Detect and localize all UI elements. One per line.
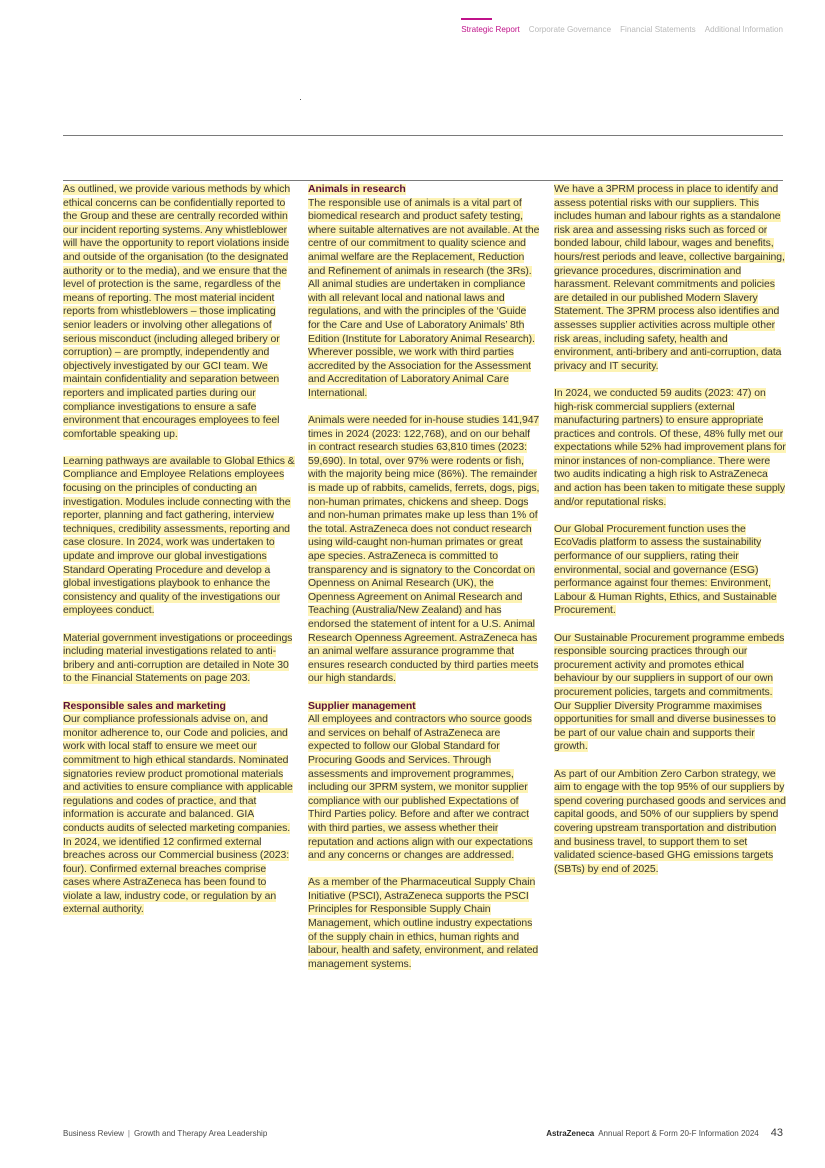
paragraph xyxy=(63,183,295,441)
text-column-3 xyxy=(554,183,786,890)
paragraph xyxy=(554,523,786,618)
nav-corporate-governance[interactable]: Corporate Governance xyxy=(528,25,612,34)
nav-financial-statements[interactable]: Financial Statements xyxy=(620,25,696,34)
paragraph-text: Our compliance professionals advise on, and monitor adherence to, our Code and policies, and work with local staff to ensure we meet our commitment to high ethical standards. Nominated signatories review product promotional materials and activities to ensure compliance with applicable regulations and codes of practice, and that information is accurate and balanced. GIA conducts audits of selected marketing companies. In 2024, we identified 12 confirmed external breaches across our Commercial business (2023: four). Confirmed external breaches comprise cases where AstraZeneca has been found to violate a law, industry code, or regulation by an external authority. xyxy=(63,714,293,916)
paragraph xyxy=(554,387,786,509)
paragraph xyxy=(308,414,540,686)
footer-separator: | xyxy=(127,1129,130,1138)
heading-text: Animals in research xyxy=(308,184,406,195)
footer-brand: AstraZeneca xyxy=(546,1129,595,1138)
paragraph xyxy=(63,632,295,686)
text-column-1 xyxy=(63,183,295,931)
paragraph-text: In 2024, we conducted 59 audits (2023: 47) on high-risk commercial suppliers (external manufacturing partners) to ensure appropriate practices and controls. Of these, 48% fully met our expectations while 52% had improvement plans for minor instances of non-compliance. There were two audits indicating a high risk to AstraZeneca and action has been taken to mitigate these supply and/or reputational risks. xyxy=(554,387,786,508)
footer-subsection[interactable]: Growth and Therapy Area Leadership xyxy=(134,1129,268,1138)
paragraph xyxy=(63,713,295,917)
heading-text: Responsible sales and marketing xyxy=(63,700,226,712)
paragraph xyxy=(63,455,295,618)
section-heading xyxy=(308,183,540,197)
paragraph xyxy=(308,713,540,863)
divider-content xyxy=(63,180,783,181)
paragraph-text: We have a 3PRM process in place to identify and assess potential risks with our suppliers. This includes human and labour rights as a standalone risk area and assessing risks such as forced or bonded labour, child labour, wages and benefits, hours/rest periods and leave, collective bargaining, grievance procedures, discrimination and harassment. Relevant commitments and policies are detailed in our published Modern Slavery Statement. The 3PRM process also identifies and assesses supplier activities across multiple other risk areas, including safety, health and environment, anti-bribery and anti-corruption, data privacy and IT security. xyxy=(554,184,785,372)
paragraph-text: As part of our Ambition Zero Carbon strategy, we aim to engage with the top 95% of our suppliers by spend covering purchased goods and services and capital goods, and 50% of our suppliers by spend covering upstream transportation and distribution and business travel, to support them to set validated science-based GHG emissions targets (SBTs) by end of 2025. xyxy=(554,768,786,875)
paragraph-text: Our Global Procurement function uses the EcoVadis platform to assess the sustainability performance of our suppliers, rating their environmental, social and governance (ESG) performance against four themes: Environment, Labour & Human Rights, Ethics, and Sustainable Procurement. xyxy=(554,523,777,617)
heading-text: Supplier management xyxy=(308,700,416,712)
paragraph xyxy=(554,768,786,877)
nav-strategic-report[interactable]: Strategic Report xyxy=(461,25,520,34)
section-heading xyxy=(63,700,295,714)
paragraph-text: As outlined, we provide various methods by which ethical concerns can be confidentially reported to the Group and these are centrally recorded within our incident reporting systems. Any whistleblower will have the opportunity to report violations inside and outside of the organisation (to the designated authority or to the media), and we ensure that the level of protection is the same, regardless of the means of reporting. The most material incident reports from whistleblowers – those implicating senior leaders or involving other allegations of serious misconduct (including alleged bribery or corruption) – are promptly, independently and objectively investigated by our GCI team. We maintain confidentiality and separation between reporters and implicated parties during our compliance investigations to ensure a safe environment that encourages employees to feel comfortable speaking up. xyxy=(63,184,291,440)
paragraph xyxy=(554,183,786,373)
nav-additional-information[interactable]: Additional Information xyxy=(704,25,783,34)
footer-section[interactable]: Business Review xyxy=(63,1129,124,1138)
footer-report-info xyxy=(546,1127,783,1139)
stray-dot xyxy=(300,99,301,100)
top-navigation xyxy=(461,25,783,34)
section-heading xyxy=(308,700,540,714)
paragraph xyxy=(554,632,786,754)
paragraph-text: Material government investigations or proceedings including material investigations related to anti-bribery and anti-corruption are detailed in Note 30 to the Financial Statements on page 203. xyxy=(63,632,293,685)
paragraph-text: The responsible use of animals is a vital part of biomedical research and product safety testing, where suitable alternatives are not available. At the centre of our commitment to quality science and animal welfare are the Replacement, Reduction and Refinement of animals in research (the 3Rs). All animal studies are undertaken in compliance with all relevant local and national laws and regulations, and with the principles of the ‘Guide for the Care and Use of Laboratory Animals’ 8th Edition (Institute for Laboratory Animal Research). Wherever possible, we work with third parties accredited by the Association for the Assessment and Accreditation of Laboratory Animal Care International. xyxy=(308,197,540,399)
divider-top xyxy=(63,135,783,136)
paragraph-text: Learning pathways are available to Global Ethics & Compliance and Employee Relations employees focusing on the principles of conducting an investigation. Modules include connecting with the reporter, planning and fact gathering, interview techniques, credibility assessments, reporting and case closure. In 2024, work was undertaken to update and improve our global investigations Standard Operating Procedure and develop a global investigations playbook to enhance the consistency and quality of the investigations our employees conduct. xyxy=(63,455,295,617)
footer-breadcrumb xyxy=(63,1129,267,1138)
paragraph xyxy=(308,197,540,401)
text-column-2 xyxy=(308,183,540,985)
paragraph-text: Animals were needed for in-house studies 141,947 times in 2024 (2023: 122,768), and on our behalf in contract research studies 63,810 times (2023: 59,690). In total, over 97% were rodents or fish, with the majority being mice (86%). The remainder is made up of rabbits, camelids, ferrets, dogs, pigs, non-human primates, chickens and sheep. Dogs and non-human primates make up less than 1% of the total. AstraZeneca does not conduct research using wild-caught non-human primates or great ape species. AstraZeneca is committed to transparency and is signatory to the Concordat on Openness on Animal Research (UK), the Openness Agreement on Animal Research and Teaching (Australia/New Zealand) and has endorsed the statement of intent for a U.S. Animal Research Openness Agreement. AstraZeneca has an animal welfare assurance programme that ensures research conducted by third parties meets our high standards. xyxy=(308,415,540,685)
paragraph-text: Our Sustainable Procurement programme embeds responsible sourcing practices through our procurement activity and promotes ethical behaviour by our suppliers in support of our own procurement policies, targets and commitments. Our Supplier Diversity Programme maximises opportunities for small and diverse businesses to be part of our value chain and supports their growth. xyxy=(554,632,785,753)
paragraph xyxy=(308,876,540,971)
paragraph-text: All employees and contractors who source goods and services on behalf of AstraZeneca are expected to follow our Global Standard for Procuring Goods and Services. Through assessments and improvement programmes, including our 3PRM system, we monitor supplier compliance with our published Expectations of Third Parties policy. Before and after we contract with third parties, we assess whether their reputation and actions align with our expectations and any concerns or changes are addressed. xyxy=(308,714,533,862)
page-number: 43 xyxy=(770,1127,783,1139)
footer-report-title: Annual Report & Form 20-F Information 2024 xyxy=(598,1129,759,1138)
paragraph-text: As a member of the Pharmaceutical Supply Chain Initiative (PSCI), AstraZeneca supports the PSCI Principles for Responsible Supply Chain Management, which outline industry expectations of the supply chain in ethics, human rights and labour, health and safety, environment, and related management systems. xyxy=(308,877,539,970)
